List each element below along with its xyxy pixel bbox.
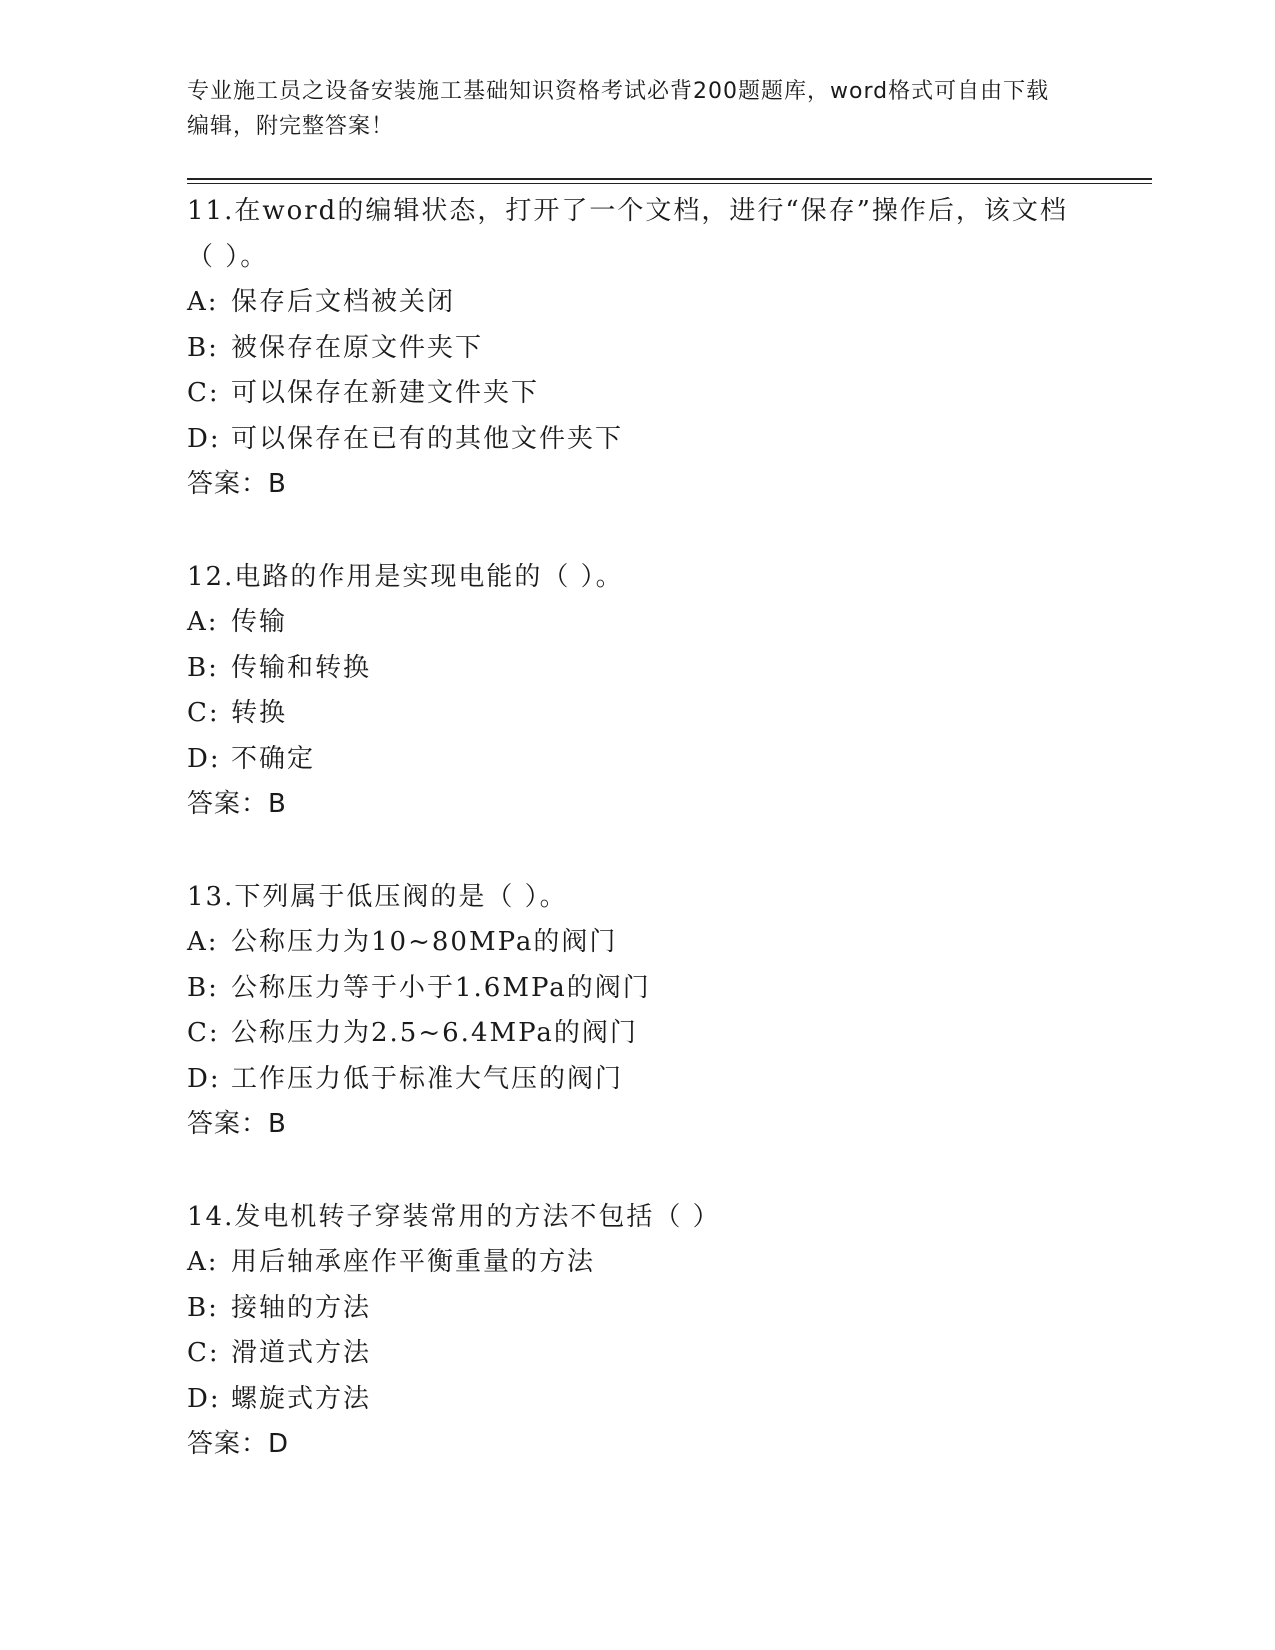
- answer-line: 答案：B: [187, 789, 287, 819]
- option-b: [187, 326, 1087, 372]
- option-key: C:: [187, 378, 220, 408]
- option-key: A:: [187, 927, 219, 957]
- option-c: [187, 691, 1087, 737]
- option-key: C:: [187, 698, 220, 728]
- option-text: 被保存在原文件夹下: [231, 332, 484, 363]
- option-c: [187, 1011, 1087, 1057]
- option-d: [187, 417, 1087, 463]
- option-c: [187, 371, 1087, 417]
- option-key: C:: [187, 1338, 220, 1368]
- option-text: 公称压力为2.5~6.4MPa的阀门: [231, 1018, 638, 1048]
- question-stem: 12.电路的作用是实现电能的（ ）。: [187, 561, 624, 592]
- option-text: 传输: [231, 607, 288, 637]
- option-d: [187, 1057, 1087, 1103]
- question-13: [187, 875, 1087, 1148]
- question-list: [187, 189, 1087, 1468]
- option-key: A:: [187, 287, 219, 317]
- option-text: 工作压力低于标准大气压的阀门: [231, 1063, 624, 1094]
- question-14: [187, 1195, 1087, 1468]
- option-text: 螺旋式方法: [231, 1383, 372, 1414]
- option-text: 公称压力等于小于1.6MPa的阀门: [231, 972, 651, 1003]
- option-text: 接轴的方法: [231, 1292, 372, 1323]
- answer-line: 答案：D: [187, 1429, 290, 1459]
- option-d: [187, 737, 1087, 783]
- option-key: B:: [187, 972, 219, 1003]
- option-key: B:: [187, 332, 219, 363]
- question-stem: 13.下列属于低压阀的是（ ）。: [187, 881, 568, 912]
- option-text: 滑道式方法: [231, 1338, 372, 1368]
- option-d: [187, 1377, 1087, 1423]
- option-key: A:: [187, 1247, 219, 1277]
- option-key: B:: [187, 1292, 219, 1323]
- option-text: 可以保存在新建文件夹下: [231, 378, 540, 408]
- question-spacer: [187, 1148, 1087, 1195]
- option-b: [187, 646, 1087, 692]
- option-text: 传输和转换: [231, 652, 372, 683]
- option-key: D:: [187, 423, 221, 454]
- option-a: [187, 600, 1087, 646]
- option-key: D:: [187, 1063, 221, 1094]
- option-b: [187, 1286, 1087, 1332]
- option-key: B:: [187, 652, 219, 683]
- option-text: 保存后文档被关闭: [231, 287, 456, 317]
- option-text: 用后轴承座作平衡重量的方法: [231, 1247, 596, 1277]
- option-text: 不确定: [231, 743, 316, 774]
- question-stem: 11.在word的编辑状态，打开了一个文档，进行“保存”操作后，该文档（ ）。: [187, 196, 1068, 272]
- option-b: [187, 966, 1087, 1012]
- option-text: 公称压力为10~80MPa的阀门: [231, 927, 618, 957]
- option-key: A:: [187, 607, 219, 637]
- answer-line: 答案：B: [187, 469, 287, 499]
- option-text: 转换: [231, 698, 288, 728]
- answer-line: 答案：B: [187, 1109, 287, 1139]
- option-a: [187, 920, 1087, 966]
- option-key: C:: [187, 1018, 220, 1048]
- document-header: 专业施工员之设备安装施工基础知识资格考试必背200题题库，word格式可自由下载编辑，附完整答案！: [187, 79, 1050, 139]
- header-divider-thin: [187, 183, 1152, 184]
- option-key: D:: [187, 1383, 221, 1414]
- option-key: D:: [187, 743, 221, 774]
- option-a: [187, 1240, 1087, 1286]
- question-12: [187, 555, 1087, 828]
- option-a: [187, 280, 1087, 326]
- question-spacer: [187, 828, 1087, 875]
- option-c: [187, 1331, 1087, 1377]
- question-11: [187, 189, 1087, 508]
- question-spacer: [187, 508, 1087, 555]
- question-stem: 14.发电机转子穿装常用的方法不包括（ ）: [187, 1201, 721, 1232]
- option-text: 可以保存在已有的其他文件夹下: [231, 423, 624, 454]
- header-divider-thick: [187, 178, 1152, 180]
